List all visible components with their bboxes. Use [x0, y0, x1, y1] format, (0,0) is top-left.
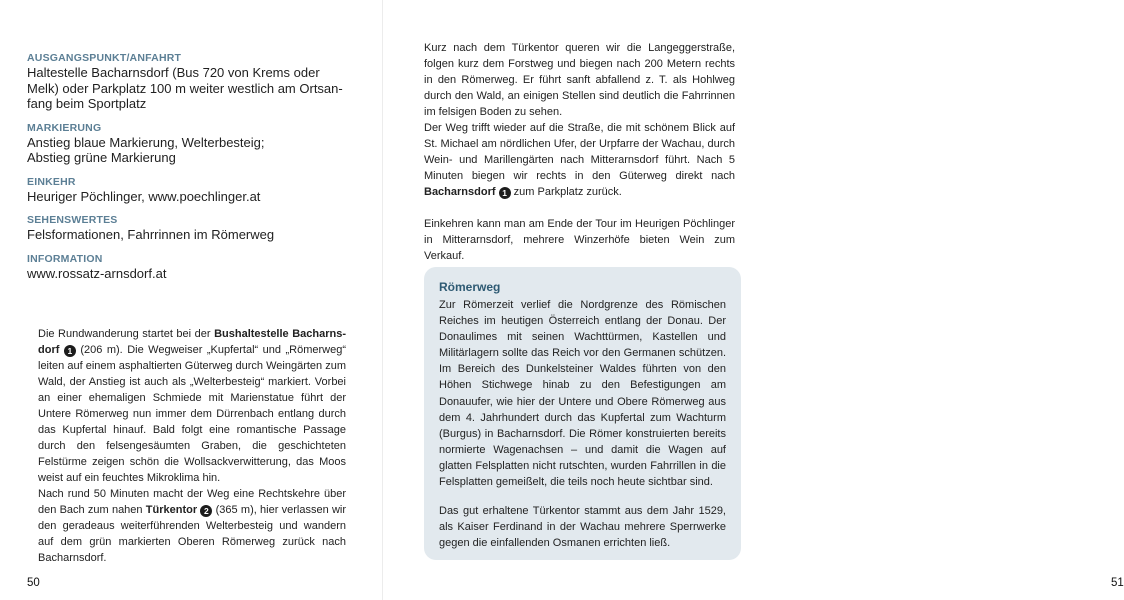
text-run: (206 m). Die Wegweiser „Kupfertal“ und „Römerweg“ leiten auf einem asphaltierten Güterweg durch Weingärten zum Wald, der Anstieg ist auch als „Welterbesteig“ markiert. Vorbei an einer ehemaligen Schmiede mit Marienstatue führt der Untere Römerweg nun immer dem Dürrenbach entlang durch das Kupfertal hinauf. Bald folgt eine romantische Passage durch den felsengesäumten Graben, die geschichteten Felstürme zeigen schön die Wollsackverwitterung, das Moos weist auf ein feuchtes Mikroklima hin.: [38, 344, 347, 484]
place-name: Türkentor: [145, 504, 198, 516]
text-run: Der Weg trifft wieder auf die Straße, die mit schönem Blick auf St. Michael am nördlichen Ufer, der Urpfarre der Wachau, durch Wein- und Marillengärten nach Mitterarnsdorf führt. Nach 5 Minuten biegen wir rechts in den Güterweg direkt nach: [424, 122, 735, 182]
paragraph: Einkehren kann man am Ende der Tour im Heurigen Pöchlinger in Mitterarnsdorf, mehrere Winzerhöfe bieten Wein zum Verkauf.: [424, 218, 735, 262]
info-value: www.rossatz-arnsdorf.at: [27, 265, 167, 281]
waypoint-marker: 1: [64, 345, 76, 357]
info-sights: [27, 214, 357, 243]
text-run: Nach rund 50 Minuten macht der Weg eine Rechtskehre über den Bach zum nahen: [38, 488, 346, 516]
page-number: 51: [1111, 577, 1124, 589]
place-name: Bacharnsdorf: [424, 186, 496, 198]
paragraph: Kurz nach dem Türkentor queren wir die Langeggerstraße, folgen kurz dem Forstweg und biegen nach 200 Metern rechts in den Römerweg. Er führt sanft abfallend z. T. als Hohlweg durch den Wald, an einigen Stellen sind deutlich die Fahrrinnen im felsigen Boden zu sehen.: [424, 42, 735, 118]
waypoint-marker: 2: [200, 505, 212, 517]
right-page: [383, 0, 1124, 600]
paragraph: [424, 120, 735, 200]
paragraph: [38, 326, 346, 486]
text-run: Die Rundwanderung startet bei der: [38, 328, 215, 340]
info-information: [27, 253, 357, 282]
paragraph: Zur Römerzeit verlief die Nordgrenze des Römischen Reiches im heutigen Österreich entlang der Donau. Der Donaulimes mit seinen Wachttürmen, Kastellen und Militärlagern sollte das Reich vor den Germanen schützen. Im Bereich des Dunkelsteiner Waldes führten von den Höhen Stichwege hinab zu den Befestigungen am Donauufer, wie hier der Untere und Obere Römerweg aus dem 4. Jahrhundert durch das Kupfertal zum Wachturm (Burgus) in Bacharnsdorf. Die Römer konstruierten bereits normierte Wagenachsen – und damit die Wagen auf glatten Felsplatten nicht rutschten, wurden Fahrrillen in die Felsplatten gemeißelt, die teils noch heute sichtbar sind.: [439, 299, 726, 489]
info-heading: MARKIERUNG: [27, 121, 102, 134]
info-heading: AUSGANGSPUNKT/ANFAHRT: [27, 52, 182, 64]
info-value: Melk) oder Parkplatz 100 m weiter westlich am Ortsan-: [27, 80, 343, 96]
info-value: Abstieg grüne Markierung: [27, 150, 176, 165]
info-heading: SEHENSWERTES: [27, 214, 118, 226]
route-description: [38, 326, 346, 566]
text-run: (365 m), hier verlassen wir den geradeaus weiterführenden Welterbesteig und wandern auf dem grün markierten Oberen Römerweg zurück nach Bacharnsdorf.: [38, 504, 346, 564]
info-heading: INFORMATION: [27, 252, 103, 265]
box-title: Römerweg: [439, 280, 501, 294]
page-number: 50: [27, 577, 40, 589]
info-value: Haltestelle Bacharnsdorf (Bus 720 von Krems oder: [27, 65, 320, 80]
tour-info-block: [27, 52, 357, 291]
info-start: [27, 52, 357, 112]
route-description-continued: [424, 40, 735, 264]
place-name: Bushaltestelle Bacharns-dorf: [38, 328, 346, 356]
info-stop: [27, 176, 357, 205]
info-marking: [27, 122, 357, 166]
info-value: fang beim Sportplatz: [27, 96, 147, 111]
paragraph: Das gut erhaltene Türkentor stammt aus dem Jahr 1529, als Kaiser Ferdinand in der Wachau mehrere Sperrwerke gegen die einfallenden Osmanen errichten ließ.: [439, 505, 726, 550]
roemerweg-info-box: [424, 267, 741, 560]
info-heading: EINKEHR: [27, 175, 76, 188]
waypoint-marker: 1: [499, 187, 511, 199]
info-value: Felsformationen, Fahrrinnen im Römerweg: [27, 227, 275, 242]
info-value: Heuriger Pöchlinger, www.poechlinger.at: [27, 188, 261, 204]
left-page: [0, 0, 383, 600]
paragraph: [38, 486, 346, 566]
text-run: zum Parkplatz zurück.: [510, 186, 622, 198]
box-text: [439, 297, 726, 551]
info-value: Anstieg blaue Markierung, Welterbesteig;: [27, 134, 265, 150]
